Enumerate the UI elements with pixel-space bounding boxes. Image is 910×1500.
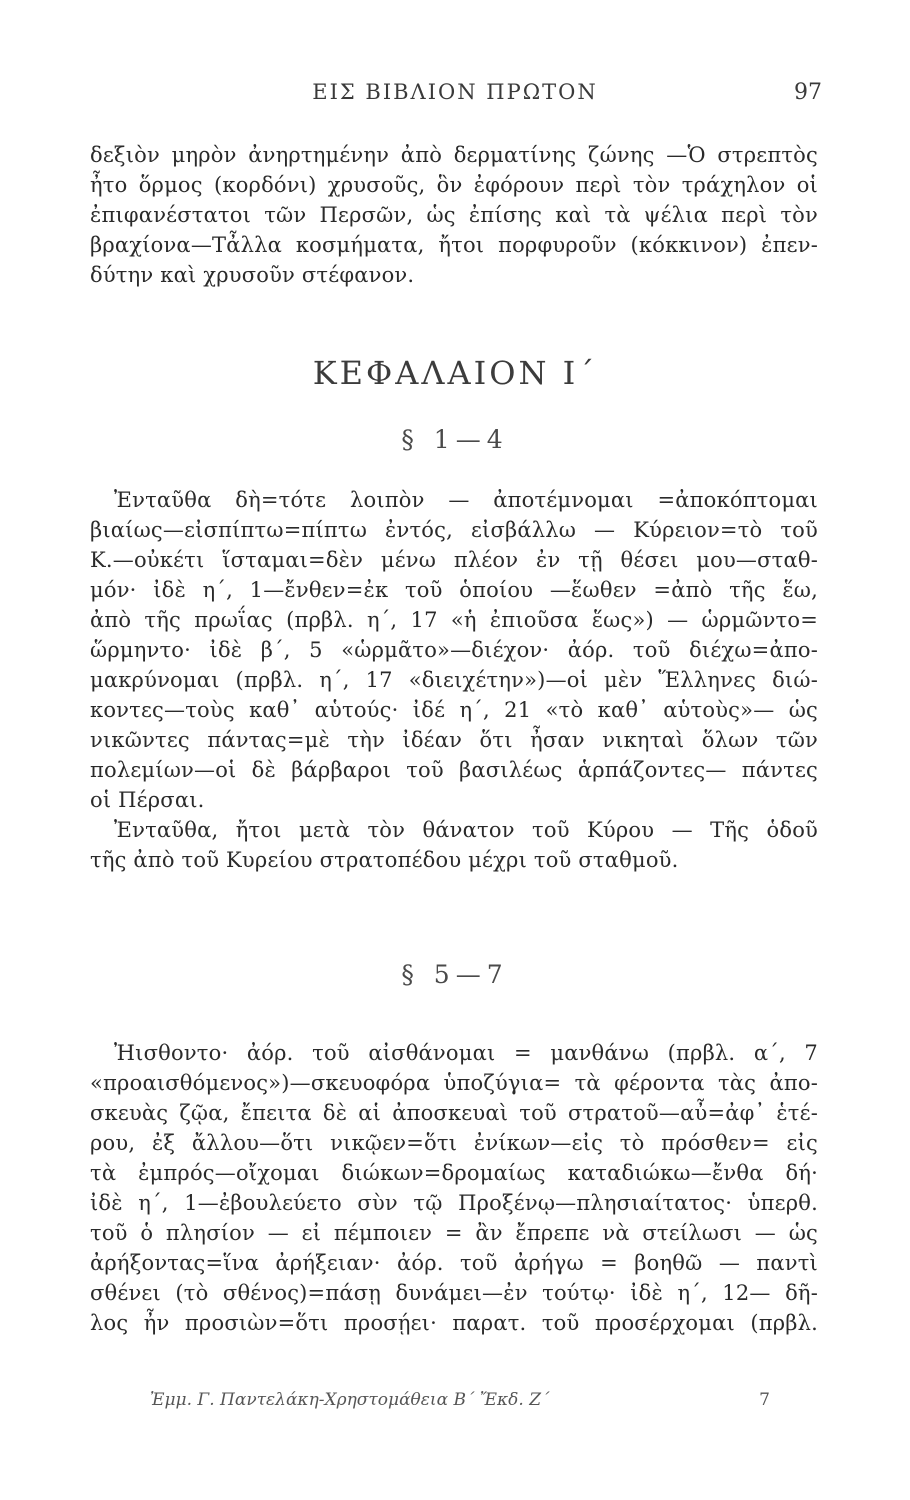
signature-mark: 7: [759, 1390, 770, 1410]
intro-paragraph: [90, 140, 818, 290]
section-heading: § 5—7: [401, 960, 509, 989]
text-line: Ἠισθοντο· ἀόρ. τοῦ αἰσθάνομαι = μανθάνω (πρβλ. α΄, 7: [114, 1041, 818, 1065]
text-line: ἐπιφανέστατοι τῶν Περσῶν, ὡς ἐπίσης καὶ τὰ ψέλια περὶ τὸν: [90, 203, 818, 227]
text-line: Ἐνταῦθα, ἤτοι μετὰ τὸν θάνατον τοῦ Κύρου — Τῆς ὁδοῦ: [114, 818, 818, 842]
text-line: νικῶντες πάντας=μὲ τὴν ἰδέαν ὅτι ἦσαν νικηταὶ ὅλων τῶν: [90, 728, 818, 752]
text-line: ἰδὲ η΄, 1—ἐβουλεύετο σὺν τῷ Προξένῳ—πλησιαίτατος· ὑπερθ.: [90, 1191, 818, 1215]
footer-signature-line: [150, 1390, 770, 1410]
text-line: Ἐνταῦθα δὴ=τότε λοιπὸν — ἀποτέμνομαι =ἀποκόπτομαι: [114, 488, 818, 512]
text-line: τὰ ἐμπρός—οἴχομαι διώκων=δρομαίως καταδιώκω—ἔνθα δή·: [90, 1161, 818, 1185]
text-line: ὥρμηντο· ἰδὲ β΄, 5 «ὡρμᾶτο»—διέχον· ἀόρ. τοῦ διέχω=ἀπο-: [90, 638, 818, 662]
text-line: βιαίως—εἰσπίπτω=πίπτω ἐντός, εἰσβάλλω — Κύρειον=τὸ τοῦ: [90, 518, 818, 542]
chapter-title: ΚΕΦΑΛΑΙΟΝ Ι΄: [312, 354, 598, 392]
text-line: οἱ Πέρσαι.: [90, 788, 205, 812]
text-line: σκευὰς ζῷα, ἔπειτα δὲ αἱ ἀποσκευαὶ τοῦ στρατοῦ—αὖ=ἀφ᾽ ἑτέ-: [90, 1101, 818, 1125]
text-line: δύτην καὶ χρυσοῦν στέφανον.: [90, 263, 415, 287]
text-line: ἦτο ὅρμος (κορδόνι) χρυσοῦς, ὃν ἐφόρουν περὶ τὸν τράχηλον οἱ: [90, 173, 818, 197]
text-line: λος ἦν προσιὼν=ὅτι προσῄει· παρατ. τοῦ προσέρχομαι (πρβλ.: [90, 1311, 818, 1335]
text-line: τοῦ ὁ πλησίον — εἰ πέμποιεν = ἂν ἔπρεπε νὰ στείλωσι — ὡς: [90, 1221, 818, 1245]
text-line: βραχίονα—Τἆλλα κοσμήματα, ἤτοι πορφυροῦν (κόκκινον) ἐπεν-: [90, 233, 818, 257]
text-line: δεξιὸν μηρὸν ἀνηρτημένην ἀπὸ δερματίνης ζώνης —Ὁ στρεπτὸς: [90, 143, 818, 167]
text-line: Κ.—οὐκέτι ἵσταμαι=δὲν μένω πλέον ἐν τῇ θέσει μου—σταθ-: [90, 548, 818, 572]
text-line: ἀπὸ τῆς πρωΐας (πρβλ. η΄, 17 «ἡ ἐπιοῦσα ἕως») — ὡρμῶντο=: [90, 608, 818, 632]
text-line: «προαισθόμενος»)—σκευοφόρα ὑποζύγια= τὰ φέροντα τὰς ἀπο-: [90, 1071, 818, 1095]
text-line: μόν· ἰδὲ η΄, 1—ἔνθεν=ἐκ τοῦ ὁποίου —ἕωθεν =ἀπὸ τῆς ἕω,: [90, 578, 818, 602]
text-line: σθένει (τὸ σθένος)=πάσῃ δυνάμει—ἐν τούτῳ· ἰδὲ η΄, 12— δῆ-: [90, 1281, 818, 1305]
text-line: ἀρήξοντας=ἵνα ἀρήξειαν· ἀόρ. τοῦ ἀρήγω = βοηθῶ — παντὶ: [90, 1251, 818, 1275]
section-2-text: [90, 1038, 818, 1338]
text-line: πολεμίων—οἱ δὲ βάρβαροι τοῦ βασιλέως ἁρπάζοντες— πάντες: [90, 758, 818, 782]
running-head-title: ΕΙΣ ΒΙΒΛΙΟΝ ΠΡΩΤΟΝ: [312, 80, 598, 104]
text-line: ρου, ἐξ ἄλλου—ὅτι νικῷεν=ὅτι ἐνίκων—εἰς τὸ πρόσθεν= εἰς: [90, 1131, 818, 1155]
text-line: κοντες—τοὺς καθ᾽ αὑτούς· ἰδέ η΄, 21 «τὸ καθ᾽ αὑτοὺς»— ὡς: [90, 698, 818, 722]
running-head: [0, 80, 910, 110]
text-line: τῆς ἀπὸ τοῦ Κυρείου στρατοπέδου μέχρι τοῦ σταθμοῦ.: [90, 848, 679, 872]
text-line: μακρύνομαι (πρβλ. η΄, 17 «διειχέτην»)—οἱ μὲν Ἕλληνες διώ-: [90, 668, 818, 692]
section-heading: § 1—4: [401, 425, 509, 454]
section-1-text: [90, 485, 818, 875]
page-number: 97: [794, 80, 822, 105]
footer-text: Ἐμμ. Γ. Παντελάκη-Χρηστομάθεια Β΄ Ἔκδ. Ζ΄: [150, 1390, 550, 1410]
